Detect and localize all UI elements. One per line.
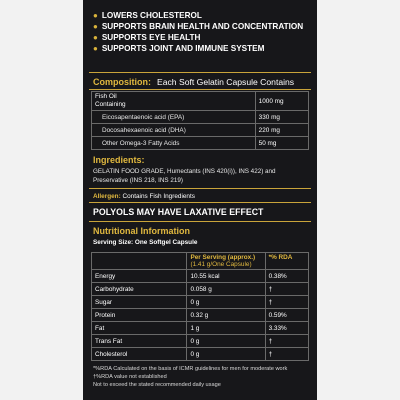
table-row: Fish Oil Containing 1000 mg xyxy=(92,92,309,111)
benefit-item: ● SUPPORTS JOINT AND IMMUNE SYSTEM xyxy=(93,44,265,53)
table-row: Docosahexaenoic acid (DHA) 220 mg xyxy=(92,124,309,137)
ingredients-heading: Ingredients: xyxy=(93,155,145,165)
table-row: Trans Fat 0 g † xyxy=(92,335,309,348)
composition-heading: Composition: Each Soft Gelatin Capsule Contains xyxy=(93,77,295,87)
benefits-list xyxy=(93,10,303,54)
bullet-icon: ● xyxy=(93,22,98,31)
table-row: Protein 0.32 g 0.59% xyxy=(92,309,309,322)
allergen-statement: Allergen: Contains Fish Ingredients xyxy=(93,193,195,200)
nutrition-table xyxy=(91,252,309,361)
table-row: Fat 1 g 3.33% xyxy=(92,322,309,335)
table-row: Eicosapentaenoic acid (EPA) 330 mg xyxy=(92,111,309,124)
nutrition-heading: Nutritional Information xyxy=(93,226,190,236)
benefit-item: ● SUPPORTS BRAIN HEALTH AND CONCENTRATION xyxy=(93,22,304,31)
divider xyxy=(89,72,311,73)
divider xyxy=(89,221,311,222)
divider xyxy=(89,89,311,90)
divider xyxy=(89,188,311,189)
serving-size: Serving Size: One Softgel Capsule xyxy=(93,239,198,246)
composition-table xyxy=(91,91,309,150)
table-row: Energy 10.55 kcal 0.38% xyxy=(92,270,309,283)
table-row: Sugar 0 g † xyxy=(92,296,309,309)
table-header-row: Per Serving (approx.) (1.41 g/One Capsule) *% RDA xyxy=(92,253,309,270)
bullet-icon: ● xyxy=(93,44,98,53)
label-panel xyxy=(83,0,317,400)
bullet-icon: ● xyxy=(93,33,98,42)
footnotes: *%RDA Calculated on the basis of ICMR guidelines for men for moderate work †%RDA value not established Not to exceed the stated recommended daily usage xyxy=(93,366,288,388)
bullet-icon: ● xyxy=(93,11,98,20)
benefit-item: ● SUPPORTS EYE HEALTH xyxy=(93,33,201,42)
table-row: Other Omega-3 Fatty Acids 50 mg xyxy=(92,137,309,150)
table-row: Carbohydrate 0.058 g † xyxy=(92,283,309,296)
laxative-warning: POLYOLS MAY HAVE LAXATIVE EFFECT xyxy=(93,207,264,217)
divider xyxy=(89,202,311,203)
table-row: Cholesterol 0 g † xyxy=(92,348,309,361)
benefit-item: ● LOWERS CHOLESTEROL xyxy=(93,11,202,20)
ingredients-text: GELATIN FOOD GRADE, Humectants (INS 420(i)), INS 422) and Preservative (INS 218, INS 219) xyxy=(93,168,276,184)
